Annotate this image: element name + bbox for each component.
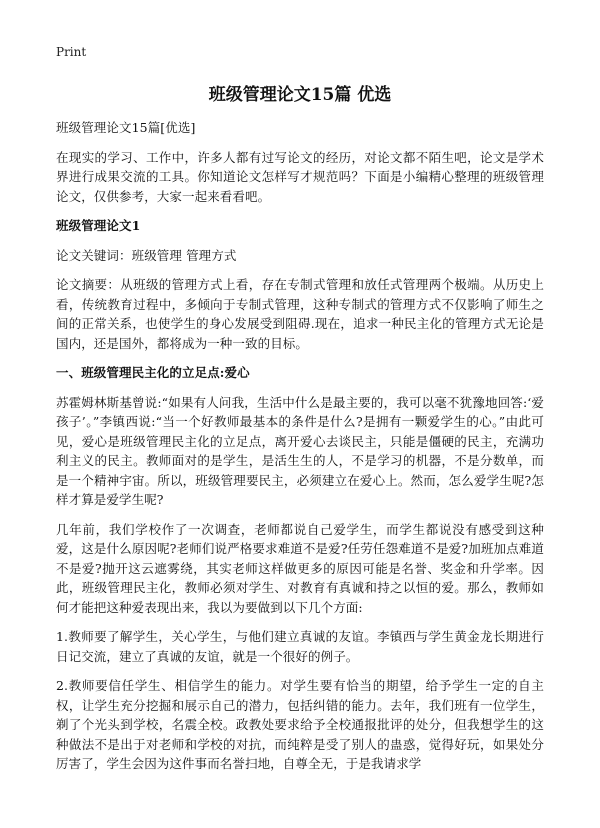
section-heading: 班级管理论文1: [56, 218, 141, 233]
keywords-paragraph: 论文关键词：班级管理 管理方式: [56, 247, 237, 263]
document-body: [56, 118, 544, 784]
part-heading: 一、班级管理民主化的立足点:爱心: [56, 365, 250, 380]
page-title: 班级管理论文15篇 优选: [208, 85, 392, 105]
body-paragraph: 几年前，我们学校作了一次调查，老师都说自己爱学生，而学生都说没有感受到这种爱，这是什么原因呢?老师们说严格要求难道不是爱?任劳任怨难道不是爱?加班加点难道不是爱?抛开这云遮雾绕，其实老师这样做更多的原因可能是名誉、奖金和升学率。因此，班级管理民主化，教师必须对学生、对教育有真诚和持之以恒的爱。那么，教师如何才能把这种爱表现出来，我以为要做到以下几个方面:: [56, 521, 544, 615]
list-item: 1.教师要了解学生，关心学生，与他们建立真诚的友谊。李镇西与学生黄金龙长期进行日记交流，建立了真诚的友谊，就是一个很好的例子。: [56, 629, 544, 664]
list-item: 2.教师要信任学生、相信学生的能力。对学生要有恰当的期望，给予学生一定的自主权，让学生充分挖掘和展示自己的潜力，包括纠错的能力。去年，我们班有一位学生，剃了个光头到学校，名震全校。政教处要求给予全校通报批评的处分，但我想学生的这种做法不是出于对老师和学校的对抗，而纯粹是受了别人的蛊惑，觉得好玩，如果处分厉害了，学生会因为这件事而名誉扫地，自尊全无，于是我请求学: [56, 678, 544, 771]
document-subtitle: 班级管理论文15篇[优选]: [56, 120, 196, 135]
print-label: Print: [56, 45, 87, 59]
abstract-paragraph: 论文摘要：从班级的管理方式上看，存在专制式管理和放任式管理两个极端。从历史上看，传统教育过程中，多倾向于专制式管理，这种专制式的管理方式不仅影响了师生之间的正常关系，也使学生的身心发展受到阻碍.现在，追求一种民主化的管理方式无论是国内，还是国外，都将成为一种一致的目标。: [56, 277, 544, 351]
intro-paragraph: 在现实的学习、工作中，许多人都有过写论文的经历，对论文都不陌生吧，论文是学术界进行成果交流的工具。你知道论文怎样写才规范吗？下面是小编精心整理的班级管理论文，仅供参考，大家一起来看看吧。: [56, 149, 544, 204]
body-paragraph: 苏霍姆林斯基曾说:“如果有人问我，生活中什么是最主要的，我可以毫不犹豫地回答:‘爱孩子’。”李镇西说:“当一个好教师最基本的条件是什么?是拥有一颗爱学生的心。”由此可见，爱心是班级管理民主化的立足点，离开爱心去谈民主，只能是僵硬的民主，充满功利主义的民主。教师面对的是学生，是活生生的人，不是学习的机器，不是分数单，而是一个精神宇宙。所以，班级管理要民主，必须建立在爱心上。然而，怎么爱学生呢?怎样才算是爱学生呢?: [56, 394, 544, 507]
